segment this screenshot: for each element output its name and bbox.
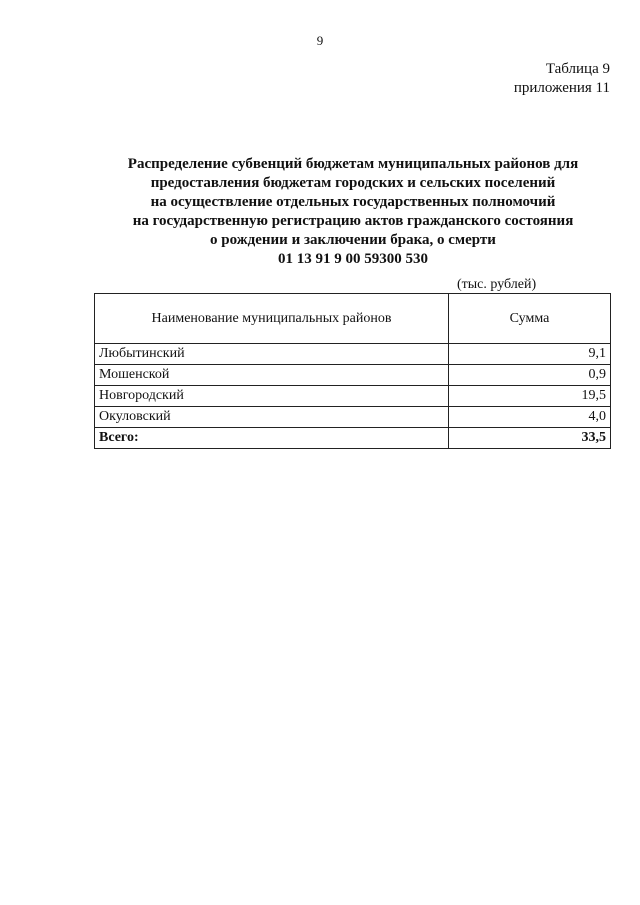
header-sum: Сумма (449, 294, 611, 344)
title-line: Распределение субвенций бюджетам муниципальных районов для (127, 156, 579, 172)
district-name: Мошенской (95, 365, 449, 386)
total-label: Всего: (95, 428, 449, 449)
district-name: Любытинский (95, 344, 449, 365)
total-sum: 33,5 (449, 428, 611, 449)
budget-classification-code: 01 13 91 9 00 59300 530 (278, 251, 428, 267)
district-sum: 0,9 (449, 365, 611, 386)
district-sum: 9,1 (449, 344, 611, 365)
units-label: (тыс. рублей) (457, 277, 537, 292)
title-line: о рождении и заключении брака, о смерти (210, 232, 496, 248)
title-line: на осуществление отдельных государственных полномочий (150, 194, 556, 210)
table-reference-line-1: Таблица 9 (545, 61, 610, 77)
table-reference (514, 60, 610, 98)
district-sum: 19,5 (449, 386, 611, 407)
page-number: 9 (316, 33, 324, 48)
district-sum: 4,0 (449, 407, 611, 428)
table-reference-line-2: приложения 11 (513, 80, 610, 96)
subvention-table (94, 293, 611, 449)
table-row (95, 386, 611, 407)
table-row (95, 365, 611, 386)
table-header-row (95, 294, 611, 344)
title-line: на государственную регистрацию актов гражданского состояния (132, 213, 574, 229)
title-line: предоставления бюджетам городских и сельских поселений (150, 175, 556, 191)
district-name: Новгородский (95, 386, 449, 407)
table-row (95, 407, 611, 428)
header-district-name: Наименование муниципальных районов (95, 294, 449, 344)
table-row (95, 344, 611, 365)
total-row (95, 428, 611, 449)
document-title (100, 155, 606, 269)
district-name: Окуловский (95, 407, 449, 428)
